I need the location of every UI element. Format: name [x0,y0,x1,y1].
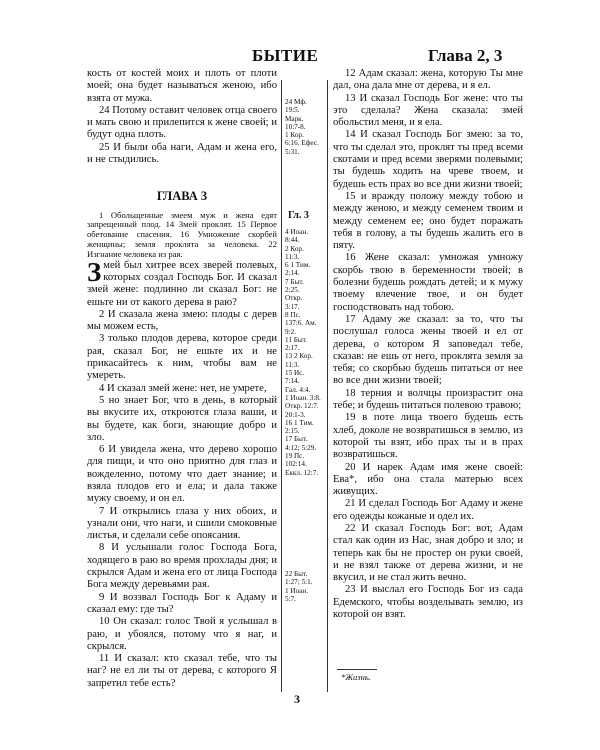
cross-reference-line: 102:14. [285,460,307,469]
cross-reference-line: 1:27; 5:1. [285,578,313,587]
chapter-summary: 1 Обольщенные змеем муж и жена едят запрещенный плод. 14 Змей проклят. 15 Первое обетование спасения. 16 Умножение скорбей женщины; земля проклята за человека. 22 Изгнание человека из рая. [87,209,277,259]
cross-reference-line: 137:6. Ам. [285,319,317,328]
chapter-range: Глава 2, 3 [428,46,503,65]
chapter-heading: ГЛАВА 3 [156,189,208,204]
verse-paragraph: 20 И нарек Адам имя жене своей: Ева*, ибо она стала матерью всех живущих. [333,461,523,498]
cross-reference-line: 9:2. [285,327,296,336]
cross-reference-line: 15 Ис. [285,369,305,378]
left-text-column [87,68,277,690]
verse-paragraph: 5 но знает Бог, что в день, в который вы вкусите их, откроются глаза ваши, и вы будете, как боги, знающие добро и зло. [87,394,277,443]
cross-reference-line: 3:17. [285,302,300,311]
verse-paragraph: 13 И сказал Господь Бог жене: что ты это сделала? Жена сказала: змей обольстил меня, и я ела. [333,92,523,129]
cross-references-group [285,98,327,156]
first-verse [87,256,277,309]
cross-reference-line: 11 Быт. [285,335,308,344]
verse-paragraph: 9 И воззвал Господь Бог к Адаму и сказал ему: где ты? [87,591,277,615]
cross-reference-line: 11:3. [285,360,300,369]
first-verse-text: мей был хитрее всех зверей полевых, которых создал Господь Бог. И сказал змей жене: подлинно ли сказал Бог: не ешьте ни от какого дерева в раю? [87,259,277,308]
cross-references-group [285,570,327,603]
verse-paragraph: 4 И сказал змей жене: нет, не умрете, [99,382,267,394]
column-divider-right [327,80,328,692]
cross-reference-line: 20:1-3. [285,410,306,419]
verse-paragraph: 17 Адаму же сказал: за то, что ты послушал голоса жены твоей и ел от дерева, о котором Я заповедал тебе, сказав: не ешь от него, проклята земля за тебя; со скорбью будешь питаться от нее во все дни жизни твоей; [333,313,523,387]
verse-paragraph: 23 И выслал его Господь Бог из сада Едемского, чтобы возделывать землю, из которой он взят. [333,584,523,621]
cross-reference-line: Марк. [285,114,304,123]
cross-reference-line: 2:17. [285,344,300,353]
cross-reference-line: 19 Пс. [285,452,305,461]
cross-reference-line: 2:14. [285,269,300,278]
verse-paragraph: 8 И услышали голос Господа Бога, ходящего в раю во время прохлады дня; и скрылся Адам и жена его от лица Господа Бога между деревьями рая. [87,542,277,591]
verse-paragraph: 18 терния и волчцы произрастит она тебе; и будешь питаться полевою травою; [333,387,523,412]
cross-reference-line: Откр. 12:7. [285,402,319,411]
book-title: БЫТИЕ [252,46,319,65]
cross-reference-chapter-label: Гл. 3 [288,210,309,221]
verse-paragraph: 25 И были оба наги, Адам и жена его, и не стыдились. [87,141,277,166]
cross-reference-line: 16 1 Тим. [285,418,314,427]
cross-reference-line: 19:5. [285,106,300,115]
column-divider-left [281,80,282,692]
cross-reference-line: 24 Мф. [285,98,307,106]
drop-cap: З [87,256,102,287]
cross-reference-line: 1 Кор. [285,131,304,140]
cross-reference-line: Еккл. 12:7. [285,468,319,477]
cross-reference-line: 4 Иоан. [285,228,309,236]
cross-reference-line: 13 2 Кор. [285,352,313,361]
verse-paragraph: 7 И открылись глаза у них обоих, и узнали они, что наги, и сшили смоковные листья, и сделали себе опоясания. [87,505,277,542]
footnote-rule [337,669,377,670]
verse-paragraph: 19 в поте лица твоего будешь есть хлеб, доколе не возвратишься в землю, из которой ты взят, ибо прах ты и в прах возвратишься. [333,412,523,461]
cross-reference-line: 2 Кор. [285,244,304,253]
cross-reference-line: 7:14. [285,377,300,386]
cross-reference-line: 17 Быт. [285,435,308,444]
cross-reference-line: 8 Пс. [285,310,301,319]
verse-paragraph: 24 Потому оставит человек отца своего и мать свою и прилепится к жене своей; и будут одна плоть. [87,104,277,141]
verse-paragraph: 6 И увидела жена, что дерево хорошо для пищи, и что оно приятно для глаз и вожделенно, потому что дает знание; и взяла плодов его и ела; и дала также мужу своему, и он ел. [87,444,277,505]
cross-reference-line: Гал. 4:4. [285,385,311,394]
cross-reference-line: 2:15. [285,427,300,436]
verse-paragraph: 11 И сказал: кто сказал тебе, что ты наг? не ел ли ты от дерева, с которого Я запретил тебе есть? [87,653,277,689]
cross-reference-line: 7 Быт. [285,277,304,286]
cross-reference-line: 1 Иоан. 3:8. [285,393,321,402]
cross-reference-line: 5:31. [285,147,300,156]
cross-reference-line: 11:3. [285,252,300,261]
cross-reference-line: 22 Быт. [285,570,308,578]
verse-paragraph: 14 И сказал Господь Бог змею: за то, что ты сделал это, проклят ты пред всеми скотами и пред всеми зверями полевыми; ты будешь ходить на чреве твоем, и будешь есть прах во все дни жизни твоей; [333,129,523,190]
footnote: *Жизнь. [341,672,371,682]
cross-reference-line: 2:25. [285,286,300,295]
verse-paragraph: 16 Жене сказал: умножая умножу скорбь твою в беременности твоей; в болезни будешь рождать детей; и к мужу твоему влечение твое, и он будет господствовать над тобою. [333,252,523,313]
verse-paragraph: 3 только плодов дерева, которое среди рая, сказал Бог, не ешьте их и не прикасайтесь к ним, чтобы вам не умереть. [87,333,277,382]
cross-reference-line: 8:44. [285,236,300,245]
verse-paragraph: 21 И сделал Господь Бог Адаму и жене его одежды кожаные и одел их. [333,498,523,522]
cross-reference-line: Откр. [285,294,303,303]
cross-reference-line: 6 1 Тим. [285,261,311,270]
cross-reference-line: 5:7. [285,594,296,603]
cross-reference-line: 10:7-8. [285,122,306,131]
cross-references-group [285,228,327,477]
page-number: 3 [294,692,300,706]
cross-reference-line: 6:16. Ефес. [285,139,319,148]
cross-reference-line: 4:12; 5:29. [285,443,317,452]
cross-reference-line: 1 Иоан. [285,586,309,595]
verse-paragraph: 2 И сказала жена змею: плоды с дерев мы можем есть, [87,308,277,333]
verse-paragraph: 15 и вражду положу между тобою и между женою, и между семенем твоим и между семенем ее; оно будет поражать тебя в голову, а ты будешь жалить его в пяту. [333,190,523,252]
verse-paragraph: кость от костей моих и плоть от плоти моей; она будет называться женою, ибо взята от мужа. [87,68,277,104]
verse-paragraph: 22 И сказал Господь Бог: вот, Адам стал как один из Нас, зная добро и зло; и теперь как бы не простер он руки своей, и не взял также от дерева жизни, и не вкусил, и не стал жить вечно. [333,522,523,584]
verse-paragraph: 12 Адам сказал: жена, которую Ты мне дал, она дала мне от дерева, и я ел. [333,68,523,92]
verse-paragraph: 10 Он сказал: голос Твой я услышал в раю, и убоялся, потому что я наг, и скрылся. [87,616,277,652]
right-text-column [333,68,523,621]
